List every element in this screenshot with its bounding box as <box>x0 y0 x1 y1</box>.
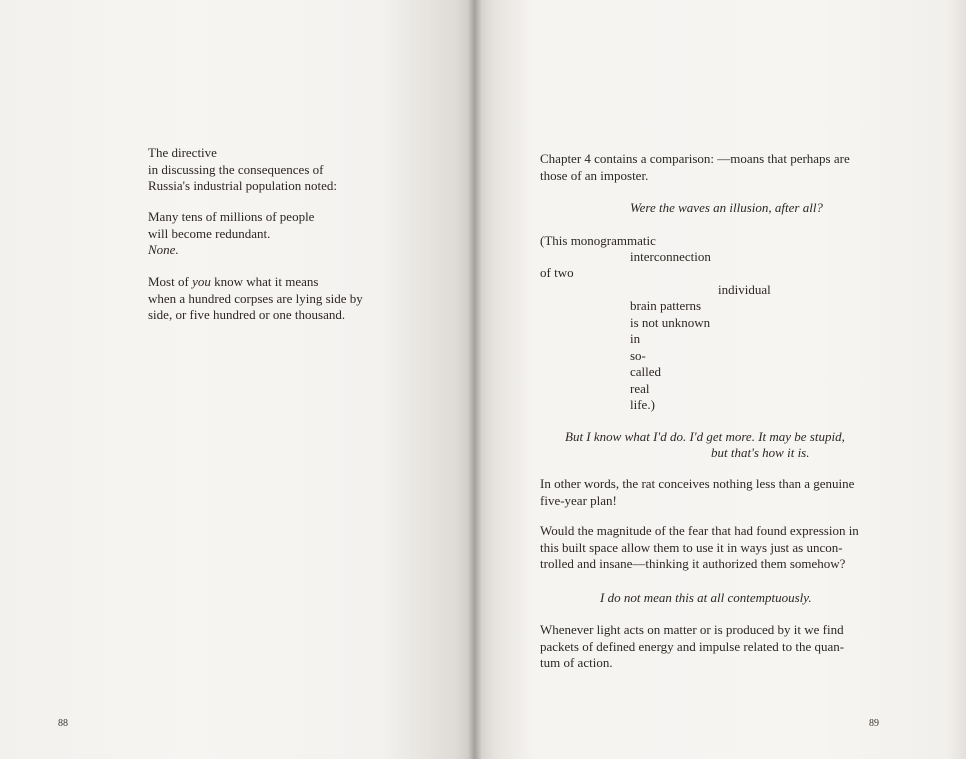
corpses-line-1 <box>148 274 363 291</box>
page-number-left: 88 <box>58 718 68 729</box>
left-page <box>0 0 475 759</box>
light-line: tum of action. <box>540 655 613 670</box>
corpses-line-2: when a hundred corpses are lying side by <box>148 290 363 306</box>
contempt-line: I do not mean this at all contemptuously. <box>600 590 812 605</box>
corpses-paragraph <box>148 274 363 324</box>
fear-line: trolled and insane—thinking it authorized them somehow? <box>540 556 846 571</box>
directive-paragraph <box>148 145 337 195</box>
corpses-before-you: Most of <box>148 274 193 289</box>
book-gutter <box>468 0 482 759</box>
fear-line: Would the magnitude of the fear that had found expression in <box>540 523 859 538</box>
chapter-line: Chapter 4 contains a comparison: —moans that perhaps are <box>540 151 850 166</box>
fear-line: this built space allow them to use it in ways just as uncon- <box>540 539 843 555</box>
chapter-line: those of an imposter. <box>540 167 649 183</box>
monogram-word: called <box>630 364 662 379</box>
directive-line: in discussing the consequences of <box>148 161 324 177</box>
page-number-right: 89 <box>869 718 879 729</box>
fear-paragraph <box>540 523 859 573</box>
light-line: Whenever light acts on matter or is produced by it we find <box>540 622 844 637</box>
rat-line: five-year plan! <box>540 492 617 508</box>
quote-line: Many tens of millions of people <box>148 209 315 224</box>
chapter-paragraph <box>540 151 850 184</box>
light-line: packets of defined energy and impulse related to the quan- <box>540 638 845 654</box>
quote-line: will become redundant. <box>148 225 271 241</box>
monogram-word: life.) <box>630 397 655 412</box>
rat-quote-line-1: But I know what I'd do. I'd get more. It may be stupid, <box>565 429 845 444</box>
directive-line: The directive <box>148 145 217 160</box>
none-line: None. <box>148 242 179 257</box>
monogram-word: in <box>630 331 641 346</box>
you-emphasis: you <box>192 274 211 289</box>
monogram-word: brain patterns <box>630 298 702 313</box>
monogram-line-2: interconnection <box>630 249 711 264</box>
directive-line: Russia's industrial population noted: <box>148 178 338 193</box>
monogram-line-3: of two <box>540 265 574 280</box>
monogram-word: is not unknown <box>630 314 711 330</box>
right-page <box>475 0 966 759</box>
rat-paragraph <box>540 476 854 509</box>
light-paragraph <box>540 622 844 672</box>
monogram-word: so- <box>630 347 646 363</box>
corpses-after-you: know what it means <box>210 274 319 289</box>
rat-line: In other words, the rat conceives nothing less than a genuine <box>540 476 855 491</box>
monogram-word: real <box>630 380 650 396</box>
monogram-line-4: individual <box>718 282 771 297</box>
redundant-quote <box>148 209 314 259</box>
monogram-line-1: (This monogrammatic <box>540 233 656 248</box>
monogram-rest <box>630 298 710 414</box>
corpses-line-3: side, or five hundred or one thousand. <box>148 307 346 322</box>
waves-question: Were the waves an illusion, after all? <box>630 200 823 215</box>
rat-quote-line-2: but that's how it is. <box>711 445 810 460</box>
